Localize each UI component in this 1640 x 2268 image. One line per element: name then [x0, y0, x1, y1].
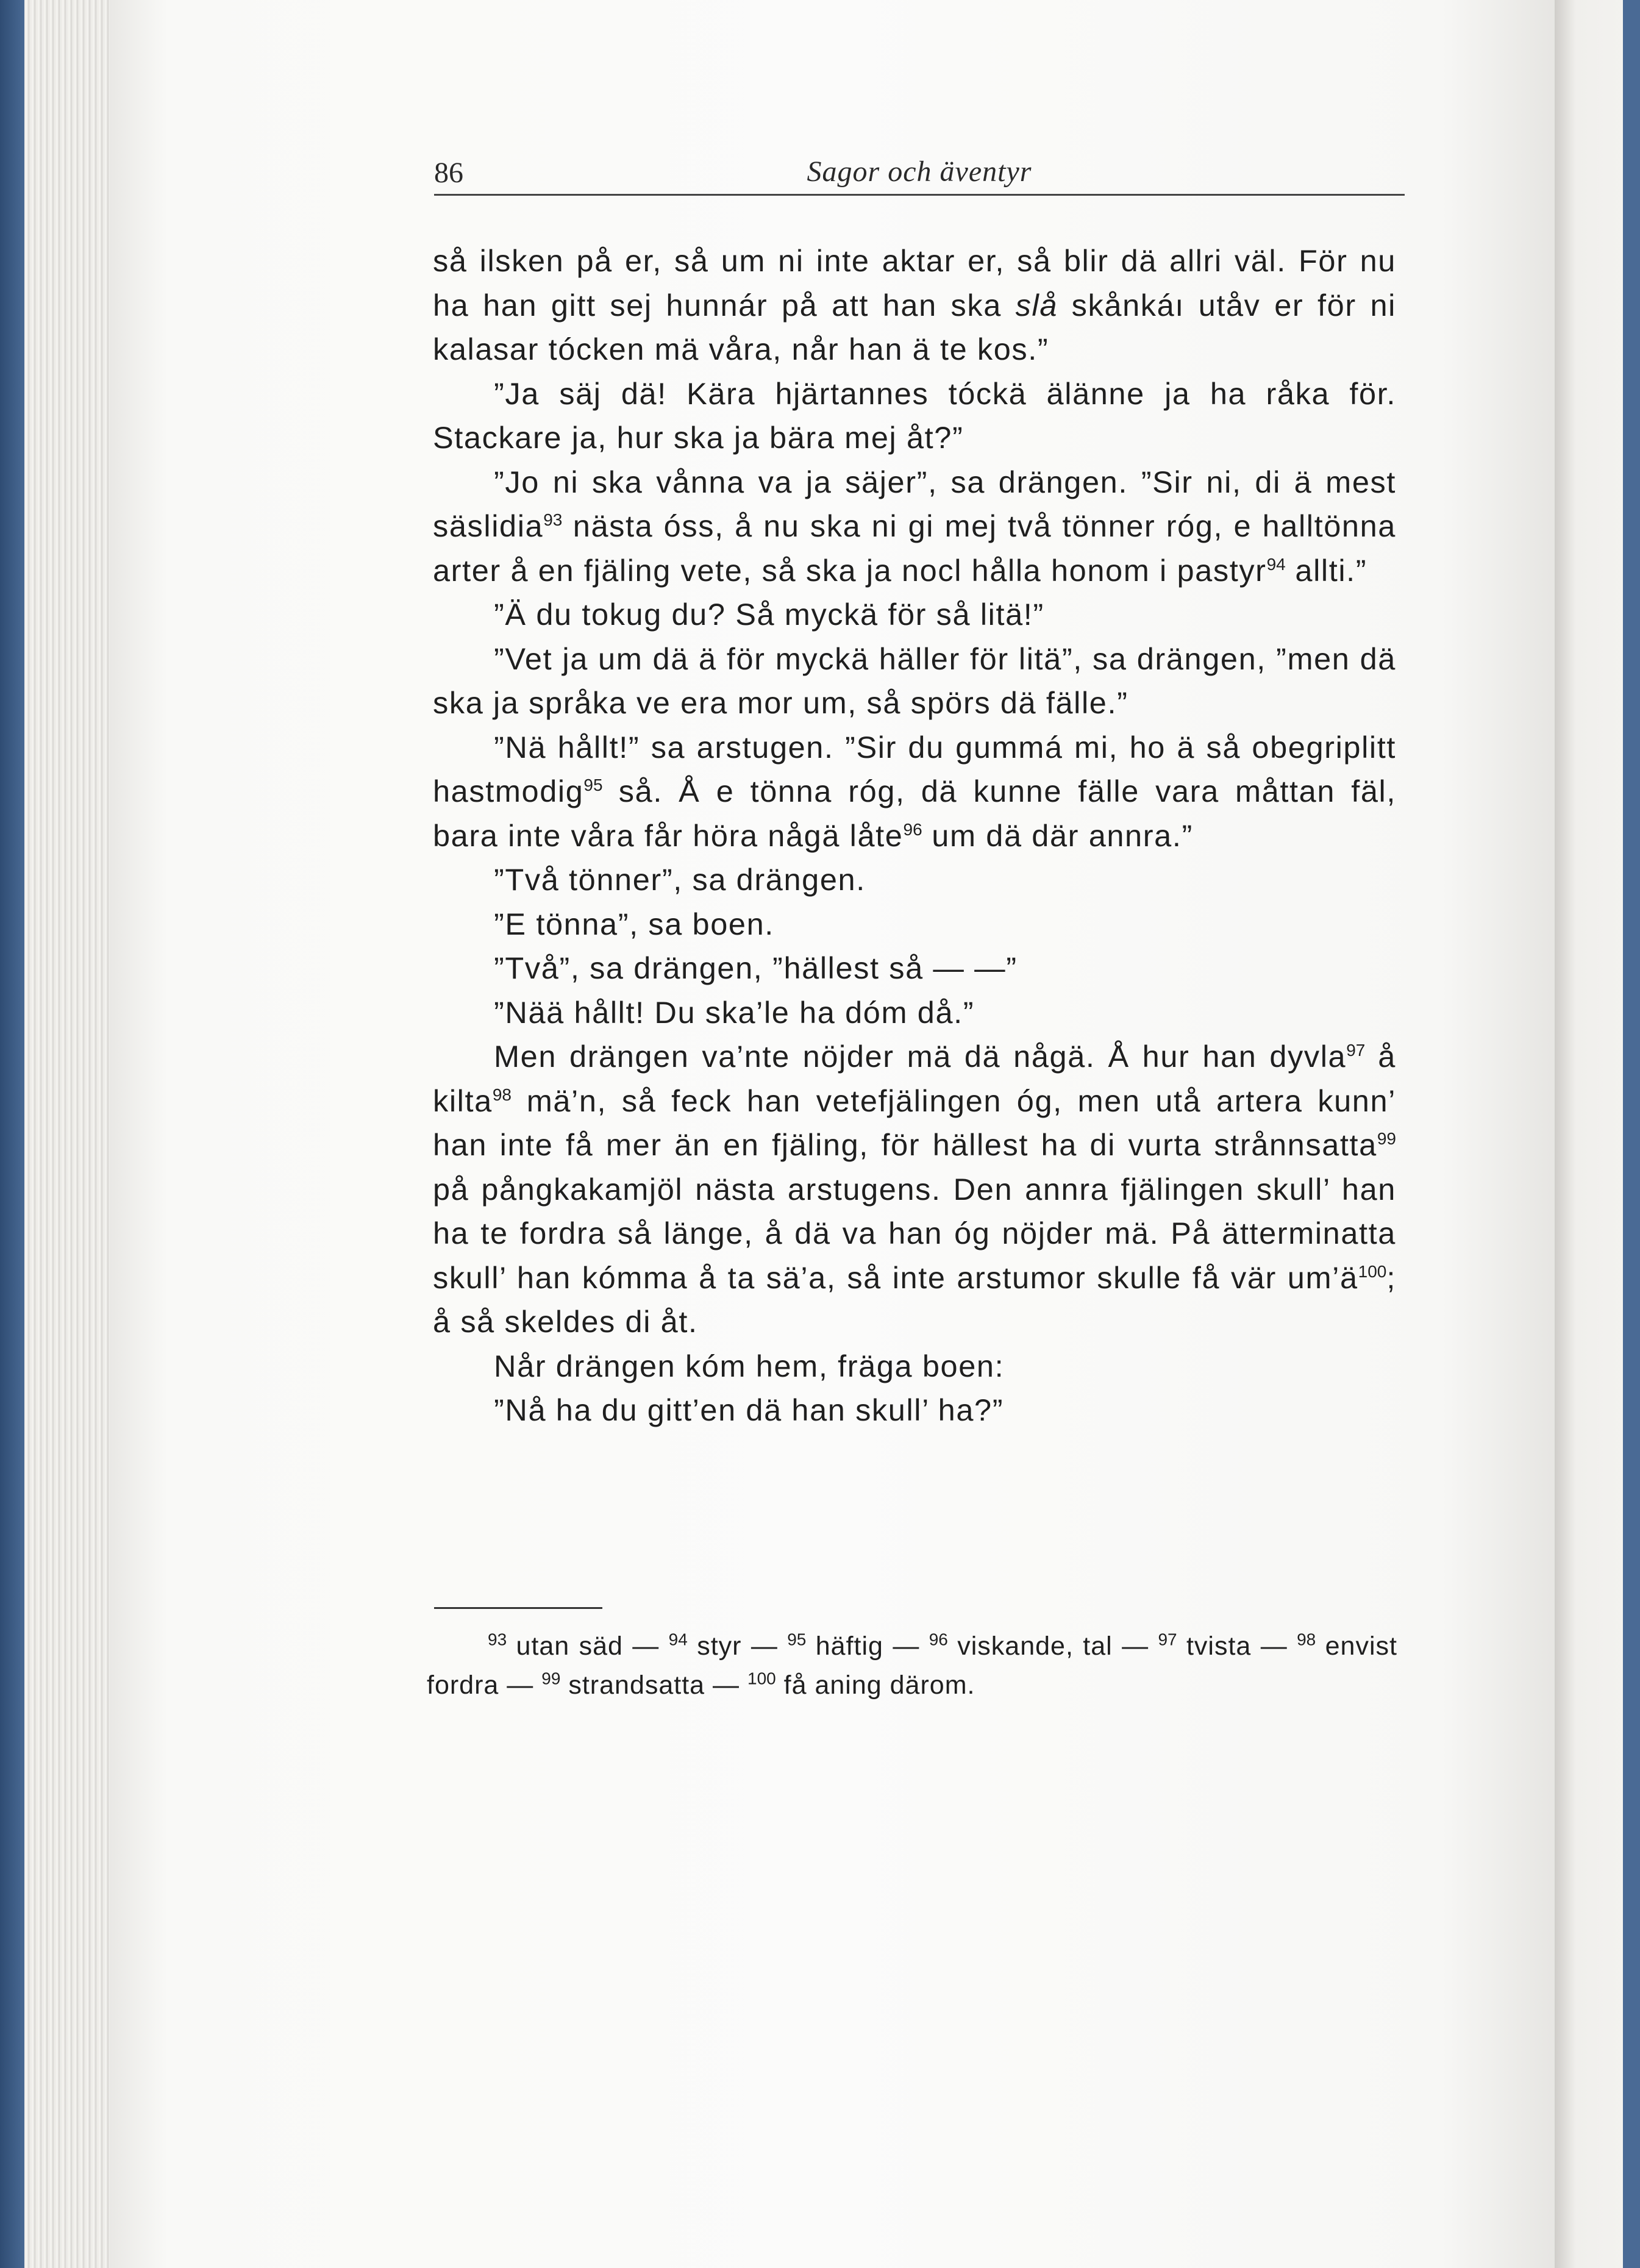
footnote-ref: 93 [543, 510, 563, 530]
book-cover-right [1623, 0, 1640, 2268]
footnote-ref: 97 [1346, 1041, 1366, 1060]
paragraph: ”Ja säj dä! Kära hjärtannes tóckä älänne ja ha råka för. Stackare ja, hur ska ja bära mej åt?” [433, 376, 1396, 455]
paragraph: Men drängen va’nte nöjder mä dä någä. Å hur han dyvla$^{97}$ å kilta$^{98}$ mä’n, så feck han vetefjälingen óg, men utå artera kunn’ han inte få mer än en fjäling, för hällest ha di vurta strånnsatta$^{99}$ på pångkakamjöl nästa arstugens. Den annra fjälingen skull’ han ha te fordra så länge, å dä va han óg nöjder mä. På ätterminatta skull’ han kómma å ta sä’a, så inte arstumor skulle få vär $um’ä^{100}$; å så skeldes di åt. [433, 1039, 1396, 1339]
paragraph: ”Nå ha du gitt’en dä han skull’ ha?” [494, 1393, 1004, 1427]
footnote-ref: 96 [903, 819, 922, 839]
paragraph: ”Jo ni ska vånna va ja säjer”, sa drängen. ”Sir ni, di ä mest säslidia$^{93}$ nästa óss, å nu ska ni gi mej två tönner róg, e halltönna arter å en fjäling vete, så ska ja nocl hålla honom i pastyr$^{94}$ allti.” [433, 464, 1396, 588]
footnote-ref: 95 [583, 776, 603, 795]
page-number: 86 [434, 157, 463, 189]
footnote-rule [434, 1607, 602, 1609]
footnote-ref: 99 [1377, 1129, 1396, 1149]
paragraph: ”Ä du tokug du? Så myckä för så litä!” [494, 597, 1044, 632]
footnote-ref: 100 [1358, 1261, 1387, 1281]
body-text [433, 239, 1396, 1433]
emphasis: slå [1015, 287, 1058, 323]
paragraph: ”Två”, sa drängen, ”hällest så — —” [494, 950, 1018, 985]
paragraph: ”E tönna”, sa boen. [494, 906, 774, 941]
running-title: Sagor och äventyr [807, 155, 1032, 188]
footnote-ref: 94 [1266, 554, 1286, 574]
footnotes [427, 1627, 1397, 1705]
paragraph: ”Nä hållt!” sa arstugen. ”Sir du gummá mi, ho ä så obegriplitt hastmodig$^{95}$ så. Å e tönna róg, dä kunne fälle vara måttan fäl, bara inte våra får höra någä låte$^{96}$ um dä där annra.” [433, 729, 1396, 853]
paragraph: ”Två tönner”, sa drängen. [494, 862, 866, 897]
paragraph: Når drängen kóm hem, fräga boen: [494, 1348, 1005, 1383]
footnote-line: $^{93}$ utan säd — $^{94}$ styr — $^{95}$ häftig — $^{96}$ viskande, tal — $^{97}$ tvista — $^{98}$ envist fordra — $^{99}$ strandsatta — $^{100}$ få aning därom. [427, 1630, 1397, 1700]
paragraph: ”Nää hållt! Du ska’le ha dóm då.” [494, 994, 975, 1030]
page-header [434, 151, 1405, 196]
paragraph: så ilsken på er, så um ni inte aktar er, så blir dä allri väl. För nu ha han gitt sej hunnár på att han ska slå skånkáı utåv er för ni kalasar tócken mä våra, når han ä te kos.” [433, 243, 1396, 366]
footnote-ref: 98 [492, 1085, 512, 1104]
paragraph: ”Vet ja um dä ä för myckä häller för litä”, sa drängen, ”men dä ska ja språka ve era mor um, så spörs dä fälle.” [433, 641, 1396, 720]
